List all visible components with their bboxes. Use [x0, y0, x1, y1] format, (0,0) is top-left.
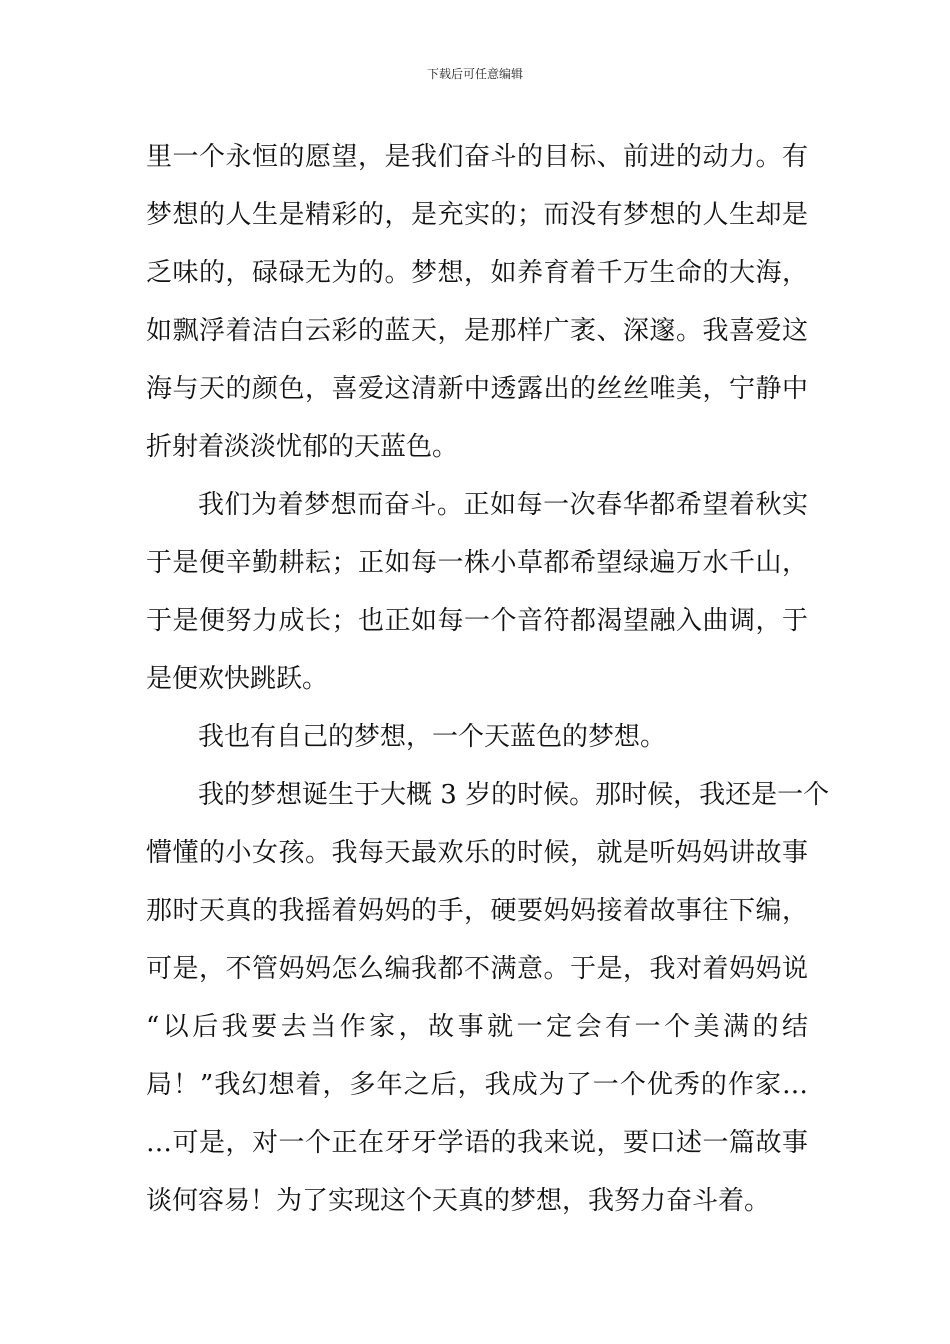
text-line: “以后我要去当作家，故事就一定会有一个美满的结 — [146, 1012, 808, 1042]
text-line: 是便欢快跳跃。 — [146, 664, 329, 694]
text-line: 懵懂的小女孩。我每天最欢乐的时候，就是听妈妈讲故事 — [146, 838, 808, 868]
text-line: 我也有自己的梦想，一个天蓝色的梦想。 — [198, 722, 667, 752]
text-line: 海与天的颜色，喜爱这清新中透露出的丝丝唯美，宁静中 — [146, 374, 808, 404]
text-line: 乏味的，碌碌无为的。梦想，如养育着千万生命的大海， — [146, 258, 808, 288]
document-body — [146, 128, 830, 1230]
text-line: 我的梦想诞生于大概 3 岁的时候。那时候，我还是一个 — [198, 780, 830, 810]
text-line: …可是，对一个正在牙牙学语的我来说，要口述一篇故事 — [146, 1128, 808, 1158]
text-line: 谈何容易！为了实现这个天真的梦想，我努力奋斗着。 — [146, 1186, 771, 1216]
text-line: 于是便辛勤耕耘；正如每一株小草都希望绿遍万水千山， — [146, 548, 808, 578]
text-line: 于是便努力成长；也正如每一个音符都渴望融入曲调，于 — [146, 606, 808, 636]
text-line: 折射着淡淡忧郁的天蓝色。 — [146, 432, 459, 462]
text-line: 如飘浮着洁白云彩的蓝天，是那样广袤、深邃。我喜爱这 — [146, 316, 808, 346]
text-line: 可是，不管妈妈怎么编我都不满意。于是，我对着妈妈说 — [146, 954, 808, 984]
text-line: 那时天真的我摇着妈妈的手，硬要妈妈接着故事往下编， — [146, 896, 808, 926]
text-line: 我们为着梦想而奋斗。正如每一次春华都希望着秋实 — [198, 490, 808, 520]
text-line: 梦想的人生是精彩的，是充实的；而没有梦想的人生却是 — [146, 200, 808, 230]
text-line: 里一个永恒的愿望，是我们奋斗的目标、前进的动力。有 — [146, 142, 808, 172]
text-line: 局！”我幻想着，多年之后，我成为了一个优秀的作家… — [146, 1070, 808, 1100]
page-header: 下载后可任意编辑 — [426, 67, 523, 81]
